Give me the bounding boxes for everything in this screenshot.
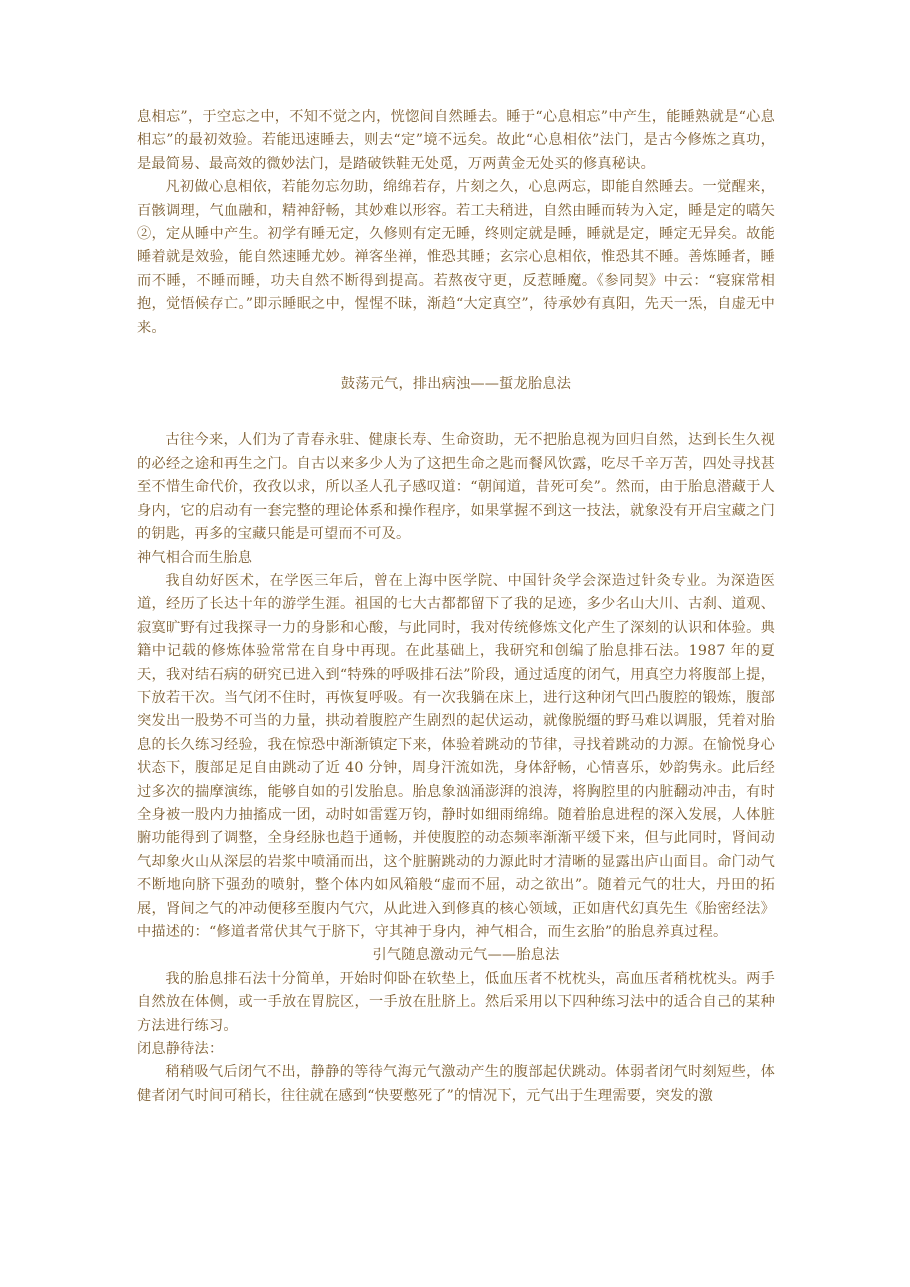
paragraph-6: 稍稍吸气后闭气不出，静静的等待气海元气激动产生的腹部起伏跳动。体弱者闭气时刻短些，体健者闭气时间可稍长，往往就在感到“快要憋死了”的情况下，元气出于生理需要，突发的激 xyxy=(137,1064,775,1104)
paragraph-4: 我自幼好医术，在学医三年后，曾在上海中医学院、中国针灸学会深造过针灸专业。为深造医道，经历了长达十年的游学生涯。祖国的七大古都都留下了我的足迹，多少名山大川、古刹、道观、寂寞旷野有过我探寻一力的身影和心酸，与此同时，我对传统修炼文化产生了深刻的认识和体验。典籍中记载的修炼体验常常在自身中再现。在此基础上，我研究和创编了胎息排石法。1987 年的夏天，我对结石病的研究已进入到“特殊的呼吸排石法”阶段，通过适度的闭气，用真空力将腹部上提，下放若干次。当气闭不住时，再恢复呼吸。有一次我躺在床上，进行这种闭气凹凸腹腔的锻炼，腹部突发出一股势不可当的力量，拱动着腹腔产生剧烈的起伏运动，就像脱缰的野马难以调服，凭着对胎息的长久练习经验，我在惊恐中渐渐镇定下来，体验着跳动的节律，寻找着跳动的力源。在愉悦身心状态下，腹部足足自由跳动了近 40 分钟，周身汗流如洗，身体舒畅，心情喜乐，妙韵隽永。此后经过多次的揣摩演练，能够自如的引发胎息。胎息象汹涌澎湃的浪涛，将胸腔里的内脏翻动冲击，有时全身被一股内力抽搐成一团，动时如雷霆万钧，静时如细雨绵绵。随着胎息进程的深入发展，人体脏腑功能得到了调整，全身经脉也趋于通畅，并使腹腔的动态频率渐渐平缓下来，但与此同时，肾间动气却象火山从深层的岩浆中喷涌而出，这个脏腑跳动的力源此时才清晰的显露出庐山面目。命门动气不断地向脐下强劲的喷射，整个体内如风箱般“虚而不屈，动之欲出”。随着元气的壮大，丹田的拓展，肾间之气的冲动便移至腹内气穴，从此进入到修真的核心领域，正如唐代幻真先生《胎密经法》中描述的：“修道者常伏其气于脐下，守其神于身内，神气相合，而生玄胎”的胎息养真过程。 xyxy=(137,572,775,940)
subheading-1: 神气相合而生胎息 xyxy=(137,549,253,566)
paragraph-1: 息相忘”，于空忘之中，不知不觉之内，恍惚间自然睡去。睡于“心息相忘”中产生，能睡熟就是“心息相忘”的最初效验。若能迅速睡去，则去“定”境不远矣。故此“心息相依”法门，是古今修炼之真功，是最简易、最高效的微妙法门，是踏破铁鞋无处觅，万两黄金无处买的修真秘诀。 xyxy=(137,109,775,172)
paragraph-2: 凡初做心息相依，若能勿忘勿助，绵绵若存，片刻之久，心息两忘，即能自然睡去。一觉醒来，百骸调理，气血融和，精神舒畅，其妙难以形容。若工夫稍进，自然由睡而转为入定，睡是定的嚆矢②，定从睡中产生。初学有睡无定，久修则有定无睡，终则定就是睡，睡就是定，睡定无异矣。故能睡着就是效验，能自然速睡尤妙。禅客坐禅，惟恐其睡；玄宗心息相依，惟恐其不睡。善炼睡者，睡而不睡，不睡而睡，功夫自然不断得到提高。若熬夜守更，反惹睡魔。《参同契》中云：“寝寐常相抱，觉悟候存亡。”即示睡眠之中，惺惺不昧，渐趋“大定真空”，待承妙有真阳，先天一炁，自虚无中来。 xyxy=(137,179,775,336)
section-heading-2: 引气随息激动元气——胎息法 xyxy=(372,947,560,964)
section-heading-1: 鼓荡元气，排出病浊——蜇龙胎息法 xyxy=(340,376,572,393)
paragraph-5: 我的胎息排石法十分简单，开始时仰卧在软垫上，低血压者不枕枕头，高血压者稍枕枕头。两手自然放在体侧，或一手放在胃脘区，一手放在肚脐上。然后采用以下四种练习法中的适合自己的某种方法进行练习。 xyxy=(137,970,775,1034)
document-page xyxy=(137,106,775,1108)
paragraph-3: 古往今来，人们为了青春永驻、健康长寿、生命资助，无不把胎息视为回归自然，达到长生久视的必经之途和再生之门。自古以来多少人为了这把生命之匙而餐风饮露，吃尽千辛万苦，四处寻找甚至不惜生命代价，孜孜以求，所以圣人孔子感叹道：“朝闻道，昔死可矣”。然而，由于胎息潜藏于人身内，它的启动有一套完整的理论体系和操作程序，如果掌握不到这一技法，就象没有开启宝藏之门的钥匙，再多的宝藏只能是可望而不可及。 xyxy=(137,432,775,543)
subheading-2: 闭息静待法： xyxy=(137,1041,224,1058)
